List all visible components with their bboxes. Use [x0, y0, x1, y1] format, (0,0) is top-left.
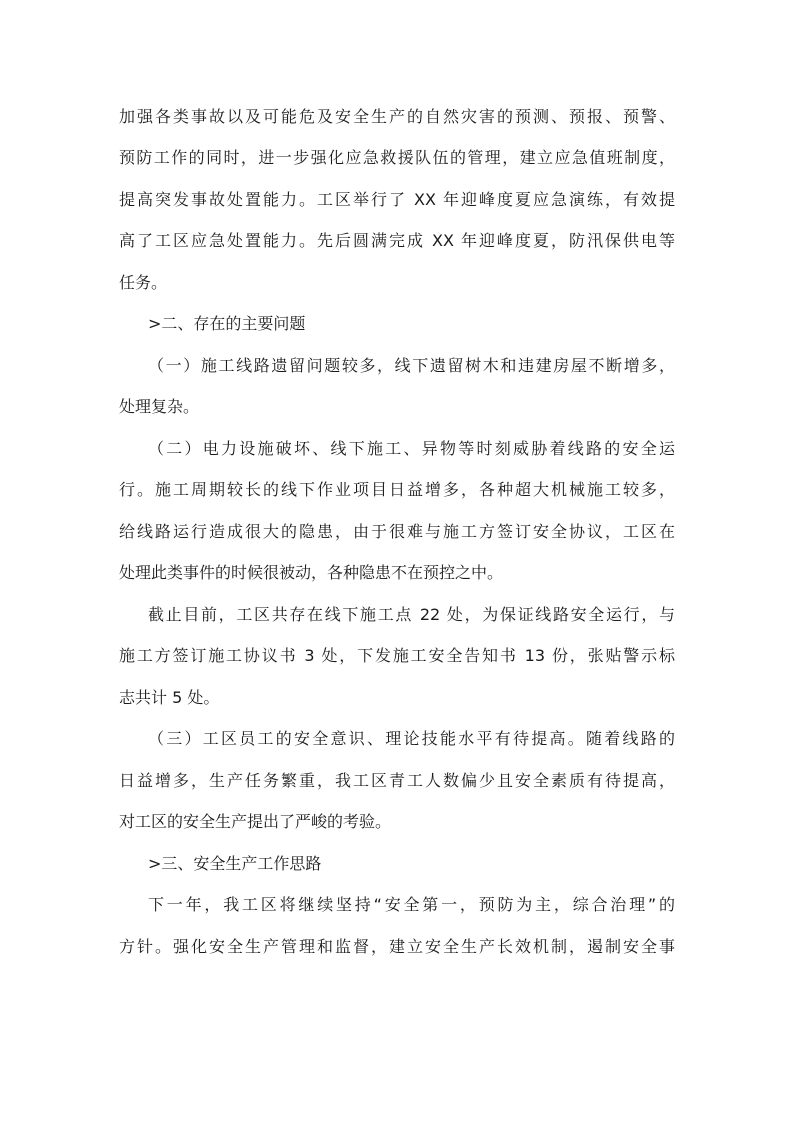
text-line: 给线路运行造成很大的隐患，由于很难与施工方签订安全协议，工区在 [119, 522, 675, 541]
text-line: 处理此类事件的时候很被动，各种隐患不在预控之中。 [119, 563, 504, 582]
text-line: 截止目前，工区共存在线下施工点 22 处，为保证线路安全运行，与 [148, 605, 675, 624]
text-line: 高了工区应急处置能力。先后圆满完成 XX 年迎峰度夏，防汛保供电等 [119, 231, 675, 250]
text-line: （三）工区员工的安全意识、理论技能水平有待提高。随着线路的 [148, 729, 675, 748]
section-heading: >二、存在的主要问题 [148, 314, 306, 333]
text-line: （一）施工线路遗留问题较多，线下遗留树木和违建房屋不断增多， [148, 356, 675, 375]
text-line: 处理复杂。 [119, 397, 200, 416]
text-line: 对工区的安全生产提出了严峻的考验。 [119, 812, 392, 831]
text-line: 加强各类事故以及可能危及安全生产的自然灾害的预测、预报、预警、 [119, 107, 675, 126]
text-line: 下一年，我工区将继续坚持“安全第一，预防为主，综合治理”的 [148, 895, 675, 914]
text-line: 志共计 5 处。 [119, 688, 220, 707]
text-line: 行。施工周期较长的线下作业项目日益增多，各种超大机械施工较多， [119, 480, 675, 499]
text-line: 日益增多，生产任务繁重，我工区青工人数偏少且安全素质有待提高， [119, 771, 675, 790]
text-line: 预防工作的同时，进一步强化应急救援队伍的管理，建立应急值班制度， [119, 148, 675, 167]
text-line: 任务。 [119, 273, 168, 292]
text-line: 施工方签订施工协议书 3 处，下发施工安全告知书 13 份，张贴警示标 [119, 646, 675, 665]
text-line: （二）电力设施破坏、线下施工、异物等时刻威胁着线路的安全运 [148, 439, 675, 458]
text-line: 方针。强化安全生产管理和监督，建立安全生产长效机制，遏制安全事 [119, 937, 675, 956]
section-heading: >三、安全生产工作思路 [148, 854, 322, 873]
text-line: 提高突发事故处置能力。工区举行了 XX 年迎峰度夏应急演练，有效提 [119, 190, 675, 209]
